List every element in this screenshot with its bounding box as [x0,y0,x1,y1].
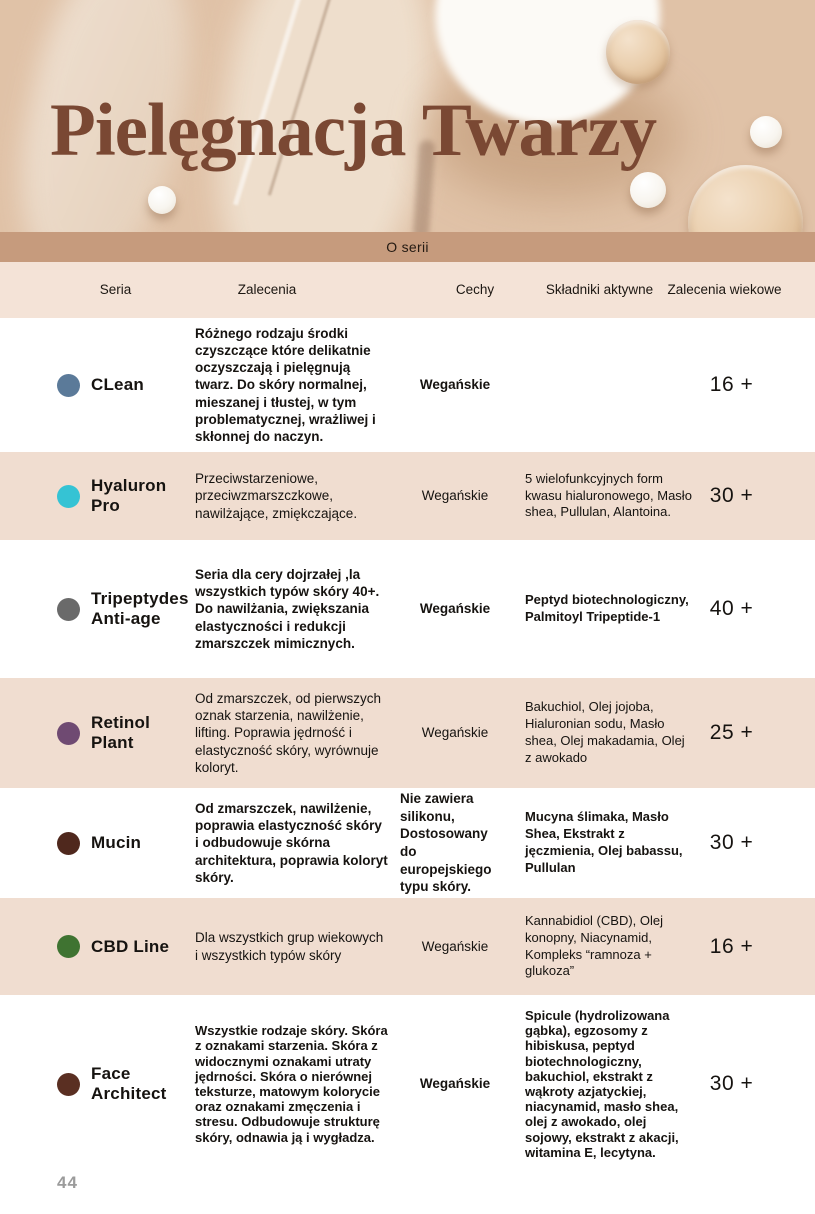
ingredients-text: Kannabidiol (CBD), Olej konopny, Niacynamid, Kompleks “ramnoza + glukoza” [525,912,664,979]
table-row [0,898,815,995]
cream-ball [630,172,666,208]
age-recommendation: 40 + [709,597,754,620]
features-text: Wegańskie [421,938,489,954]
recommendations-text: Seria dla cery dojrzałej ,la wszystkich typów skóry 40+. Do nawilżania, zwiększania elastyczności i redukcji zmarszczek mimicznych. [195,566,380,651]
recommendations-text: Różnego rodzaju środki czyszczące które delikatnie oczyszczają i pielęgnują twarz. Do skóry normalnej, mieszanej i tłustej, w tym problematycznej, wrażliwej i skłonnej do naczyn. [195,325,376,445]
series-name: CLean [91,375,144,395]
recommendations-text: Przeciwstarzeniowe, przeciwzmarszczkowe, nawilżające, zmiękczające. [195,471,358,521]
series-color-dot [57,1073,80,1096]
page-title: Pielęgnacja Twarzy [50,89,657,172]
series-name: CBD Line [91,936,170,956]
features-text: Wegańskie [419,601,491,617]
series-color-dot [57,832,80,855]
features-text: Wegańskie [419,377,491,393]
table-row [0,540,815,678]
column-header-zalecenia: Zalecenia [237,281,297,297]
gel-droplet [606,20,670,84]
ingredients-text: Bakuchiol, Olej jojoba, Hialuronian sodu, Masło shea, Olej makadamia, Olej z awokado [525,699,685,765]
gel-droplet [688,165,803,232]
page-number: 44 [57,1173,78,1192]
column-header-cechy: Cechy [455,281,495,297]
age-recommendation: 30 + [709,484,754,507]
table-row [0,995,815,1173]
ingredients-text: Mucyna ślimaka, Masło Shea, Ekstrakt z jęczmienia, Olej babassu, Pullulan [525,809,683,875]
recommendations-text: Wszystkie rodzaje skóry. Skóra z oznakami starzenia. Skóra z widocznymi oznakami utraty jędrności. Skóra o nierównej teksturze, matowym kolorycie oraz oznakami zmęczenia i stresu. Odbudowuje strukturę skóry, odnawia ją i wygładza. [195,1023,388,1145]
hero-header [0,0,815,232]
table-row [0,788,815,898]
column-header-skladniki-aktywne: Składniki aktywne [545,281,654,297]
series-color-dot [57,598,80,621]
cream-ball [750,116,782,148]
age-recommendation: 25 + [709,721,754,744]
table-header-row [0,262,815,318]
features-text: Wegańskie [419,1076,491,1092]
section-bar: O serii [0,232,815,262]
ingredients-text: 5 wielofunkcyjnych form kwasu hialuronowego, Masło shea, Pullulan, Alantoina. [525,470,692,520]
series-color-dot [57,935,80,958]
page-footer [0,1173,815,1214]
series-color-dot [57,485,80,508]
series-color-dot [57,374,80,397]
series-name: Tripeptydes Anti-age [91,589,189,628]
features-text: Wegańskie [421,488,489,504]
cream-ball [148,186,176,214]
recommendations-text: Od zmarszczek, od pierwszych oznak starzenia, nawilżenie, lifting. Poprawia jędrność i elastyczność skóry, wyrównuje koloryt. [195,690,382,775]
recommendations-text: Od zmarszczek, nawilżenie, poprawia elastyczność skóry i odbudowuje skórna architektura, poprawia koloryt skóry. [195,800,388,885]
recommendations-text: Dla wszystkich grup wiekowych i wszystkich typów skóry [195,930,384,963]
column-header-seria: Seria [99,281,132,297]
series-name: Hyaluron Pro [91,476,167,515]
features-text: Wegańskie [421,725,489,741]
series-name: Face Architect [91,1064,167,1103]
features-text: Nie zawiera silikonu, Dostosowany do europejskiego typu skóry. [400,791,492,895]
table-row [0,678,815,788]
series-color-dot [57,722,80,745]
series-name: Mucin [91,833,142,853]
age-recommendation: 30 + [709,831,754,854]
age-recommendation: 30 + [709,1072,754,1095]
age-recommendation: 16 + [709,373,754,396]
age-recommendation: 16 + [709,934,754,958]
ingredients-text: Spicule (hydrolizowana gąbka), egzosomy z hibiskusa, peptyd biotechnologiczny, bakuchiol, ekstrakt z wąkroty azjatyckiej, niacynamid, masło shea, olej z awokado, olej sojowy, ekstrakt z akacji, witamina E, lecytyna. [525,1007,679,1160]
table-row [0,452,815,540]
table-row [0,318,815,452]
series-name: Retinol Plant [91,713,151,752]
ingredients-text: Peptyd biotechnologiczny, Palmitoyl Tripeptide-1 [525,592,689,624]
column-header-zalecenia-wiekowe: Zalecenia wiekowe [667,281,782,297]
